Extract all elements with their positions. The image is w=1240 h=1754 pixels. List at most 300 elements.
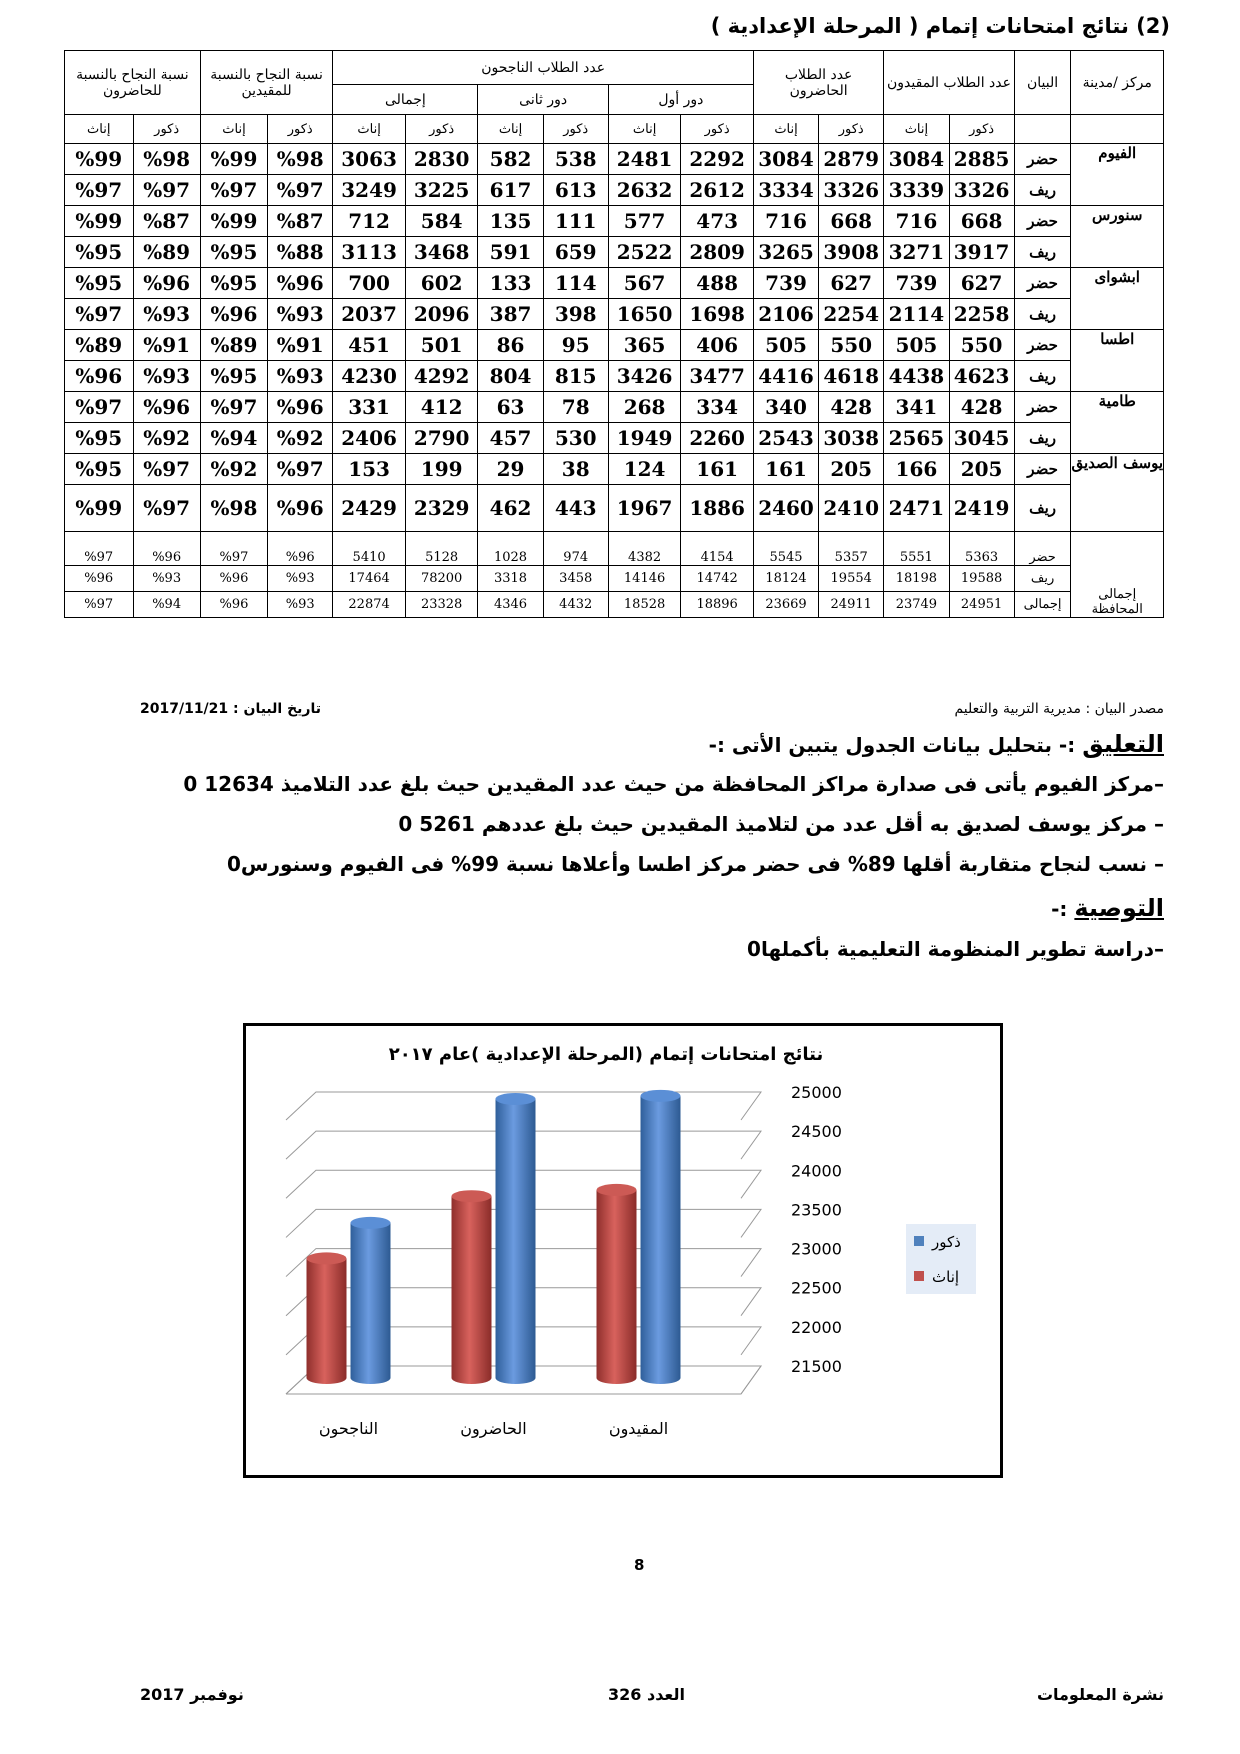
footer-date: نوفمبر 2017: [140, 1685, 244, 1704]
totals-value-cell: %96: [65, 566, 134, 592]
value-cell: %95: [200, 268, 267, 299]
center-name: الفيوم: [1071, 144, 1164, 206]
empty-cell: [1014, 115, 1071, 144]
chart-title: نتائج امتحانات إتمام (المرحلة الإعدادية )عام ٢٠١٧: [388, 1044, 824, 1065]
value-cell: %89: [200, 330, 267, 361]
y-tick-label: 24000: [791, 1161, 842, 1181]
value-cell: 2612: [681, 175, 754, 206]
empty-cell: [1071, 115, 1164, 144]
table-row: [65, 175, 1164, 206]
x-tick-label: الناجحون: [318, 1419, 379, 1438]
value-cell: 488: [681, 268, 754, 299]
results-table: [64, 50, 1164, 618]
totals-value-cell: 14742: [681, 566, 754, 592]
value-cell: 4292: [405, 361, 478, 392]
value-cell: 199: [405, 454, 478, 485]
value-cell: 161: [681, 454, 754, 485]
value-cell: %93: [268, 299, 333, 330]
value-cell: 443: [543, 485, 608, 532]
header-male: ذكور: [133, 115, 200, 144]
value-cell: 2114: [884, 299, 949, 330]
value-cell: %99: [200, 144, 267, 175]
totals-value-cell: %96: [133, 532, 200, 566]
totals-value-cell: %97: [65, 532, 134, 566]
totals-label: إجمالى المحافظة: [1071, 532, 1164, 618]
totals-value-cell: 4154: [681, 532, 754, 566]
header-female: إناث: [608, 115, 681, 144]
value-cell: 3113: [333, 237, 406, 268]
totals-value-cell: 78200: [405, 566, 478, 592]
value-cell: %96: [133, 392, 200, 423]
value-cell: 2410: [819, 485, 884, 532]
value-cell: 505: [884, 330, 949, 361]
value-cell: 3339: [884, 175, 949, 206]
value-cell: 538: [543, 144, 608, 175]
totals-value-cell: %94: [133, 592, 200, 618]
value-cell: %97: [133, 454, 200, 485]
header-male: ذكور: [949, 115, 1014, 144]
bar: [452, 1190, 492, 1384]
totals-value-cell: %96: [200, 566, 267, 592]
value-cell: 114: [543, 268, 608, 299]
y-tick-label: 22000: [791, 1317, 842, 1337]
bar: [496, 1093, 536, 1384]
value-cell: %98: [133, 144, 200, 175]
totals-value-cell: 22874: [333, 592, 406, 618]
value-cell: %87: [133, 206, 200, 237]
value-cell: %89: [133, 237, 200, 268]
value-cell: %97: [133, 175, 200, 206]
row-type: حضر: [1014, 144, 1071, 175]
totals-value-cell: %93: [133, 566, 200, 592]
value-cell: 550: [819, 330, 884, 361]
value-cell: %96: [268, 485, 333, 532]
value-cell: 3038: [819, 423, 884, 454]
value-cell: 550: [949, 330, 1014, 361]
value-cell: 3326: [949, 175, 1014, 206]
legend-swatch: [914, 1271, 924, 1281]
table-row: [65, 392, 1164, 423]
value-cell: 4416: [753, 361, 818, 392]
totals-row-type: حضر: [1014, 532, 1071, 566]
comment-line: –مركز الفيوم يأتى فى صدارة مراكز المحافظة من حيث عدد المقيدين حيث بلغ عدد التلاميذ 12634 0: [183, 772, 1164, 796]
value-cell: 3265: [753, 237, 818, 268]
table-row: [65, 423, 1164, 454]
value-cell: 627: [949, 268, 1014, 299]
value-cell: 3084: [753, 144, 818, 175]
value-cell: 2258: [949, 299, 1014, 330]
value-cell: 3908: [819, 237, 884, 268]
value-cell: 398: [543, 299, 608, 330]
totals-value-cell: 19554: [819, 566, 884, 592]
value-cell: 111: [543, 206, 608, 237]
table-row: [65, 299, 1164, 330]
center-name: سنورس: [1071, 206, 1164, 268]
value-cell: 700: [333, 268, 406, 299]
value-cell: %93: [133, 361, 200, 392]
totals-value-cell: 14146: [608, 566, 681, 592]
totals-value-cell: 17464: [333, 566, 406, 592]
table-row: [65, 361, 1164, 392]
value-cell: 1698: [681, 299, 754, 330]
value-cell: %99: [200, 206, 267, 237]
totals-value-cell: 23669: [753, 592, 818, 618]
value-cell: 582: [478, 144, 543, 175]
row-type: ريف: [1014, 175, 1071, 206]
header-statement: البيان: [1014, 51, 1071, 115]
totals-value-cell: 4382: [608, 532, 681, 566]
value-cell: 3084: [884, 144, 949, 175]
value-cell: 2096: [405, 299, 478, 330]
totals-value-cell: 18124: [753, 566, 818, 592]
header-enrolled: عدد الطلاب المقيدون: [884, 51, 1014, 115]
value-cell: 501: [405, 330, 478, 361]
value-cell: 473: [681, 206, 754, 237]
value-cell: 3468: [405, 237, 478, 268]
value-cell: 133: [478, 268, 543, 299]
center-name: يوسف الصديق: [1071, 454, 1164, 532]
value-cell: 78: [543, 392, 608, 423]
value-cell: %95: [200, 361, 267, 392]
value-cell: 153: [333, 454, 406, 485]
value-cell: %94: [200, 423, 267, 454]
totals-row-type: إجمالى: [1014, 592, 1071, 618]
x-axis-ticks: [319, 1419, 668, 1439]
value-cell: 166: [884, 454, 949, 485]
value-cell: %95: [65, 237, 134, 268]
header-total: إجمالى: [333, 85, 478, 115]
value-cell: 2543: [753, 423, 818, 454]
value-cell: %99: [65, 144, 134, 175]
value-cell: %96: [268, 268, 333, 299]
totals-value-cell: 5357: [819, 532, 884, 566]
value-cell: %91: [133, 330, 200, 361]
value-cell: 2632: [608, 175, 681, 206]
value-cell: 613: [543, 175, 608, 206]
legend-swatch: [914, 1236, 924, 1246]
value-cell: 1650: [608, 299, 681, 330]
recommendation-heading: [1051, 894, 1164, 922]
totals-value-cell: 5545: [753, 532, 818, 566]
value-cell: 2329: [405, 485, 478, 532]
header-female: إناث: [753, 115, 818, 144]
value-cell: 739: [753, 268, 818, 299]
value-cell: %87: [268, 206, 333, 237]
totals-row: [65, 566, 1164, 592]
header-rate-present: نسبة النجاح بالنسبة للحاضرون: [65, 51, 201, 115]
header-male: ذكور: [819, 115, 884, 144]
header-rate-enrolled: نسبة النجاح بالنسبة للمقيدين: [200, 51, 333, 115]
y-tick-label: 21500: [791, 1357, 842, 1376]
value-cell: %96: [200, 299, 267, 330]
value-cell: 2429: [333, 485, 406, 532]
y-tick-label: 23500: [791, 1200, 842, 1220]
value-cell: 567: [608, 268, 681, 299]
value-cell: 659: [543, 237, 608, 268]
value-cell: 387: [478, 299, 543, 330]
footer-publication: نشرة المعلومات: [1036, 1685, 1164, 1704]
value-cell: 3326: [819, 175, 884, 206]
value-cell: 530: [543, 423, 608, 454]
legend-label: ذكور: [932, 1233, 961, 1251]
value-cell: 2565: [884, 423, 949, 454]
value-cell: %96: [65, 361, 134, 392]
bar: [641, 1090, 681, 1384]
value-cell: 334: [681, 392, 754, 423]
totals-row: [65, 532, 1164, 566]
value-cell: %97: [65, 299, 134, 330]
value-cell: %93: [133, 299, 200, 330]
table-row: [65, 206, 1164, 237]
header-male: ذكور: [405, 115, 478, 144]
value-cell: %97: [200, 175, 267, 206]
totals-row: [65, 592, 1164, 618]
value-cell: 29: [478, 454, 543, 485]
value-cell: 2790: [405, 423, 478, 454]
row-type: ريف: [1014, 237, 1071, 268]
value-cell: 268: [608, 392, 681, 423]
value-cell: %91: [268, 330, 333, 361]
totals-value-cell: 5363: [949, 532, 1014, 566]
totals-value-cell: 1028: [478, 532, 543, 566]
row-type: حضر: [1014, 330, 1071, 361]
totals-value-cell: 24911: [819, 592, 884, 618]
y-axis-ticks: [791, 1083, 842, 1376]
bar: [307, 1252, 347, 1384]
y-tick-label: 24500: [791, 1122, 842, 1142]
value-cell: 584: [405, 206, 478, 237]
value-cell: 4623: [949, 361, 1014, 392]
value-cell: %92: [133, 423, 200, 454]
totals-value-cell: %97: [200, 532, 267, 566]
value-cell: 739: [884, 268, 949, 299]
value-cell: 3063: [333, 144, 406, 175]
table-row: [65, 330, 1164, 361]
value-cell: 3334: [753, 175, 818, 206]
value-cell: %98: [200, 485, 267, 532]
value-cell: %97: [268, 175, 333, 206]
value-cell: 3917: [949, 237, 1014, 268]
value-cell: %92: [268, 423, 333, 454]
value-cell: 428: [949, 392, 1014, 423]
value-cell: 2830: [405, 144, 478, 175]
value-cell: 428: [819, 392, 884, 423]
data-date: تاريخ البيان : 2017/11/21: [140, 701, 321, 717]
header-center: مركز /مدينة: [1071, 51, 1164, 115]
header-female: إناث: [333, 115, 406, 144]
value-cell: 3249: [333, 175, 406, 206]
chart-bars: [307, 1090, 681, 1384]
value-cell: 591: [478, 237, 543, 268]
bar: [597, 1184, 637, 1384]
value-cell: 2406: [333, 423, 406, 454]
value-cell: 2106: [753, 299, 818, 330]
value-cell: 38: [543, 454, 608, 485]
value-cell: 205: [949, 454, 1014, 485]
value-cell: %97: [65, 392, 134, 423]
value-cell: 3225: [405, 175, 478, 206]
value-cell: 457: [478, 423, 543, 454]
value-cell: 2260: [681, 423, 754, 454]
header-male: ذكور: [681, 115, 754, 144]
gender-header-row: [65, 115, 1164, 144]
value-cell: 716: [753, 206, 818, 237]
value-cell: %95: [65, 268, 134, 299]
value-cell: 2809: [681, 237, 754, 268]
totals-value-cell: 18528: [608, 592, 681, 618]
value-cell: 135: [478, 206, 543, 237]
value-cell: 1949: [608, 423, 681, 454]
totals-value-cell: %97: [65, 592, 134, 618]
value-cell: 205: [819, 454, 884, 485]
data-source: مصدر البيان : مديرية التربية والتعليم: [954, 701, 1164, 717]
value-cell: 712: [333, 206, 406, 237]
header-male: ذكور: [268, 115, 333, 144]
value-cell: 161: [753, 454, 818, 485]
chart-legend: [906, 1224, 976, 1294]
value-cell: 124: [608, 454, 681, 485]
x-tick-label: الحاضرون: [460, 1419, 527, 1438]
legend-label: إناث: [932, 1268, 960, 1286]
value-cell: 462: [478, 485, 543, 532]
value-cell: 451: [333, 330, 406, 361]
totals-value-cell: 23749: [884, 592, 949, 618]
value-cell: 3045: [949, 423, 1014, 454]
center-name: ابشواى: [1071, 268, 1164, 330]
value-cell: %97: [268, 454, 333, 485]
value-cell: 331: [333, 392, 406, 423]
row-type: ريف: [1014, 485, 1071, 532]
value-cell: 2037: [333, 299, 406, 330]
value-cell: 602: [405, 268, 478, 299]
x-tick-label: المقيدون: [608, 1419, 669, 1438]
value-cell: 63: [478, 392, 543, 423]
page-number: 8: [634, 1556, 645, 1574]
recommendation-heading-rest: :-: [1051, 897, 1075, 921]
totals-value-cell: %93: [268, 566, 333, 592]
table-row: [65, 454, 1164, 485]
value-cell: 505: [753, 330, 818, 361]
value-cell: %92: [200, 454, 267, 485]
totals-row-type: ريف: [1014, 566, 1071, 592]
header-present: عدد الطلاب الحاضرون: [753, 51, 883, 115]
value-cell: 804: [478, 361, 543, 392]
y-tick-label: 25000: [791, 1083, 842, 1102]
value-cell: 2460: [753, 485, 818, 532]
totals-value-cell: %96: [268, 532, 333, 566]
value-cell: %96: [268, 392, 333, 423]
value-cell: 3477: [681, 361, 754, 392]
value-cell: %95: [65, 454, 134, 485]
bar-chart: [246, 1026, 1000, 1475]
header-male: ذكور: [543, 115, 608, 144]
table-row: [65, 268, 1164, 299]
value-cell: 95: [543, 330, 608, 361]
value-cell: %98: [268, 144, 333, 175]
header-first-round: دور أول: [608, 85, 753, 115]
recommendation-heading-label: التوصية: [1074, 894, 1164, 922]
value-cell: 2879: [819, 144, 884, 175]
comment-heading-label: التعليق: [1082, 730, 1164, 758]
value-cell: 365: [608, 330, 681, 361]
value-cell: 4230: [333, 361, 406, 392]
totals-value-cell: %96: [200, 592, 267, 618]
value-cell: 3426: [608, 361, 681, 392]
row-type: حضر: [1014, 268, 1071, 299]
value-cell: 2292: [681, 144, 754, 175]
value-cell: 668: [949, 206, 1014, 237]
value-cell: 815: [543, 361, 608, 392]
value-cell: 340: [753, 392, 818, 423]
value-cell: 617: [478, 175, 543, 206]
totals-value-cell: 23328: [405, 592, 478, 618]
header-second-round: دور ثانى: [478, 85, 608, 115]
page-title: (2) نتائج امتحانات إتمام ( المرحلة الإعدادية ): [710, 14, 1170, 38]
center-name: اطسا: [1071, 330, 1164, 392]
value-cell: 86: [478, 330, 543, 361]
totals-value-cell: 19588: [949, 566, 1014, 592]
value-cell: 406: [681, 330, 754, 361]
totals-value-cell: 24951: [949, 592, 1014, 618]
footer-issue: العدد 326: [608, 1685, 685, 1704]
totals-value-cell: 5551: [884, 532, 949, 566]
value-cell: 2419: [949, 485, 1014, 532]
value-cell: 341: [884, 392, 949, 423]
totals-value-cell: 4432: [543, 592, 608, 618]
bar: [351, 1217, 391, 1384]
value-cell: %99: [65, 206, 134, 237]
value-cell: %97: [133, 485, 200, 532]
value-cell: 2522: [608, 237, 681, 268]
row-type: ريف: [1014, 423, 1071, 454]
totals-value-cell: 3318: [478, 566, 543, 592]
header-female: إناث: [200, 115, 267, 144]
y-tick-label: 22500: [791, 1278, 842, 1298]
chart-container: [243, 1023, 1003, 1478]
value-cell: 668: [819, 206, 884, 237]
table-row: [65, 144, 1164, 175]
recommendation-line: –دراسة تطوير المنظومة التعليمية بأكملها0: [747, 937, 1164, 961]
table-row: [65, 485, 1164, 532]
comment-line: – نسب لنجاح متقاربة أقلها 89% فى حضر مركز اطسا وأعلاها نسبة 99% فى الفيوم وسنورس0: [227, 852, 1164, 876]
value-cell: %93: [268, 361, 333, 392]
center-name: طامية: [1071, 392, 1164, 454]
row-type: ريف: [1014, 299, 1071, 330]
row-type: حضر: [1014, 206, 1071, 237]
row-type: حضر: [1014, 454, 1071, 485]
value-cell: %97: [200, 392, 267, 423]
row-type: حضر: [1014, 392, 1071, 423]
header-female: إناث: [884, 115, 949, 144]
value-cell: %96: [133, 268, 200, 299]
value-cell: %97: [65, 175, 134, 206]
y-tick-label: 23000: [791, 1239, 842, 1259]
value-cell: 1886: [681, 485, 754, 532]
row-type: ريف: [1014, 361, 1071, 392]
value-cell: 4618: [819, 361, 884, 392]
value-cell: 577: [608, 206, 681, 237]
totals-value-cell: 4346: [478, 592, 543, 618]
value-cell: %95: [200, 237, 267, 268]
value-cell: 2254: [819, 299, 884, 330]
value-cell: 1967: [608, 485, 681, 532]
header-female: إناث: [478, 115, 543, 144]
value-cell: 2471: [884, 485, 949, 532]
value-cell: 3271: [884, 237, 949, 268]
value-cell: 4438: [884, 361, 949, 392]
comment-heading-rest: :- بتحليل بيانات الجدول يتبين الأتى :-: [708, 733, 1083, 757]
header-passed: عدد الطلاب الناجحون: [333, 51, 754, 85]
